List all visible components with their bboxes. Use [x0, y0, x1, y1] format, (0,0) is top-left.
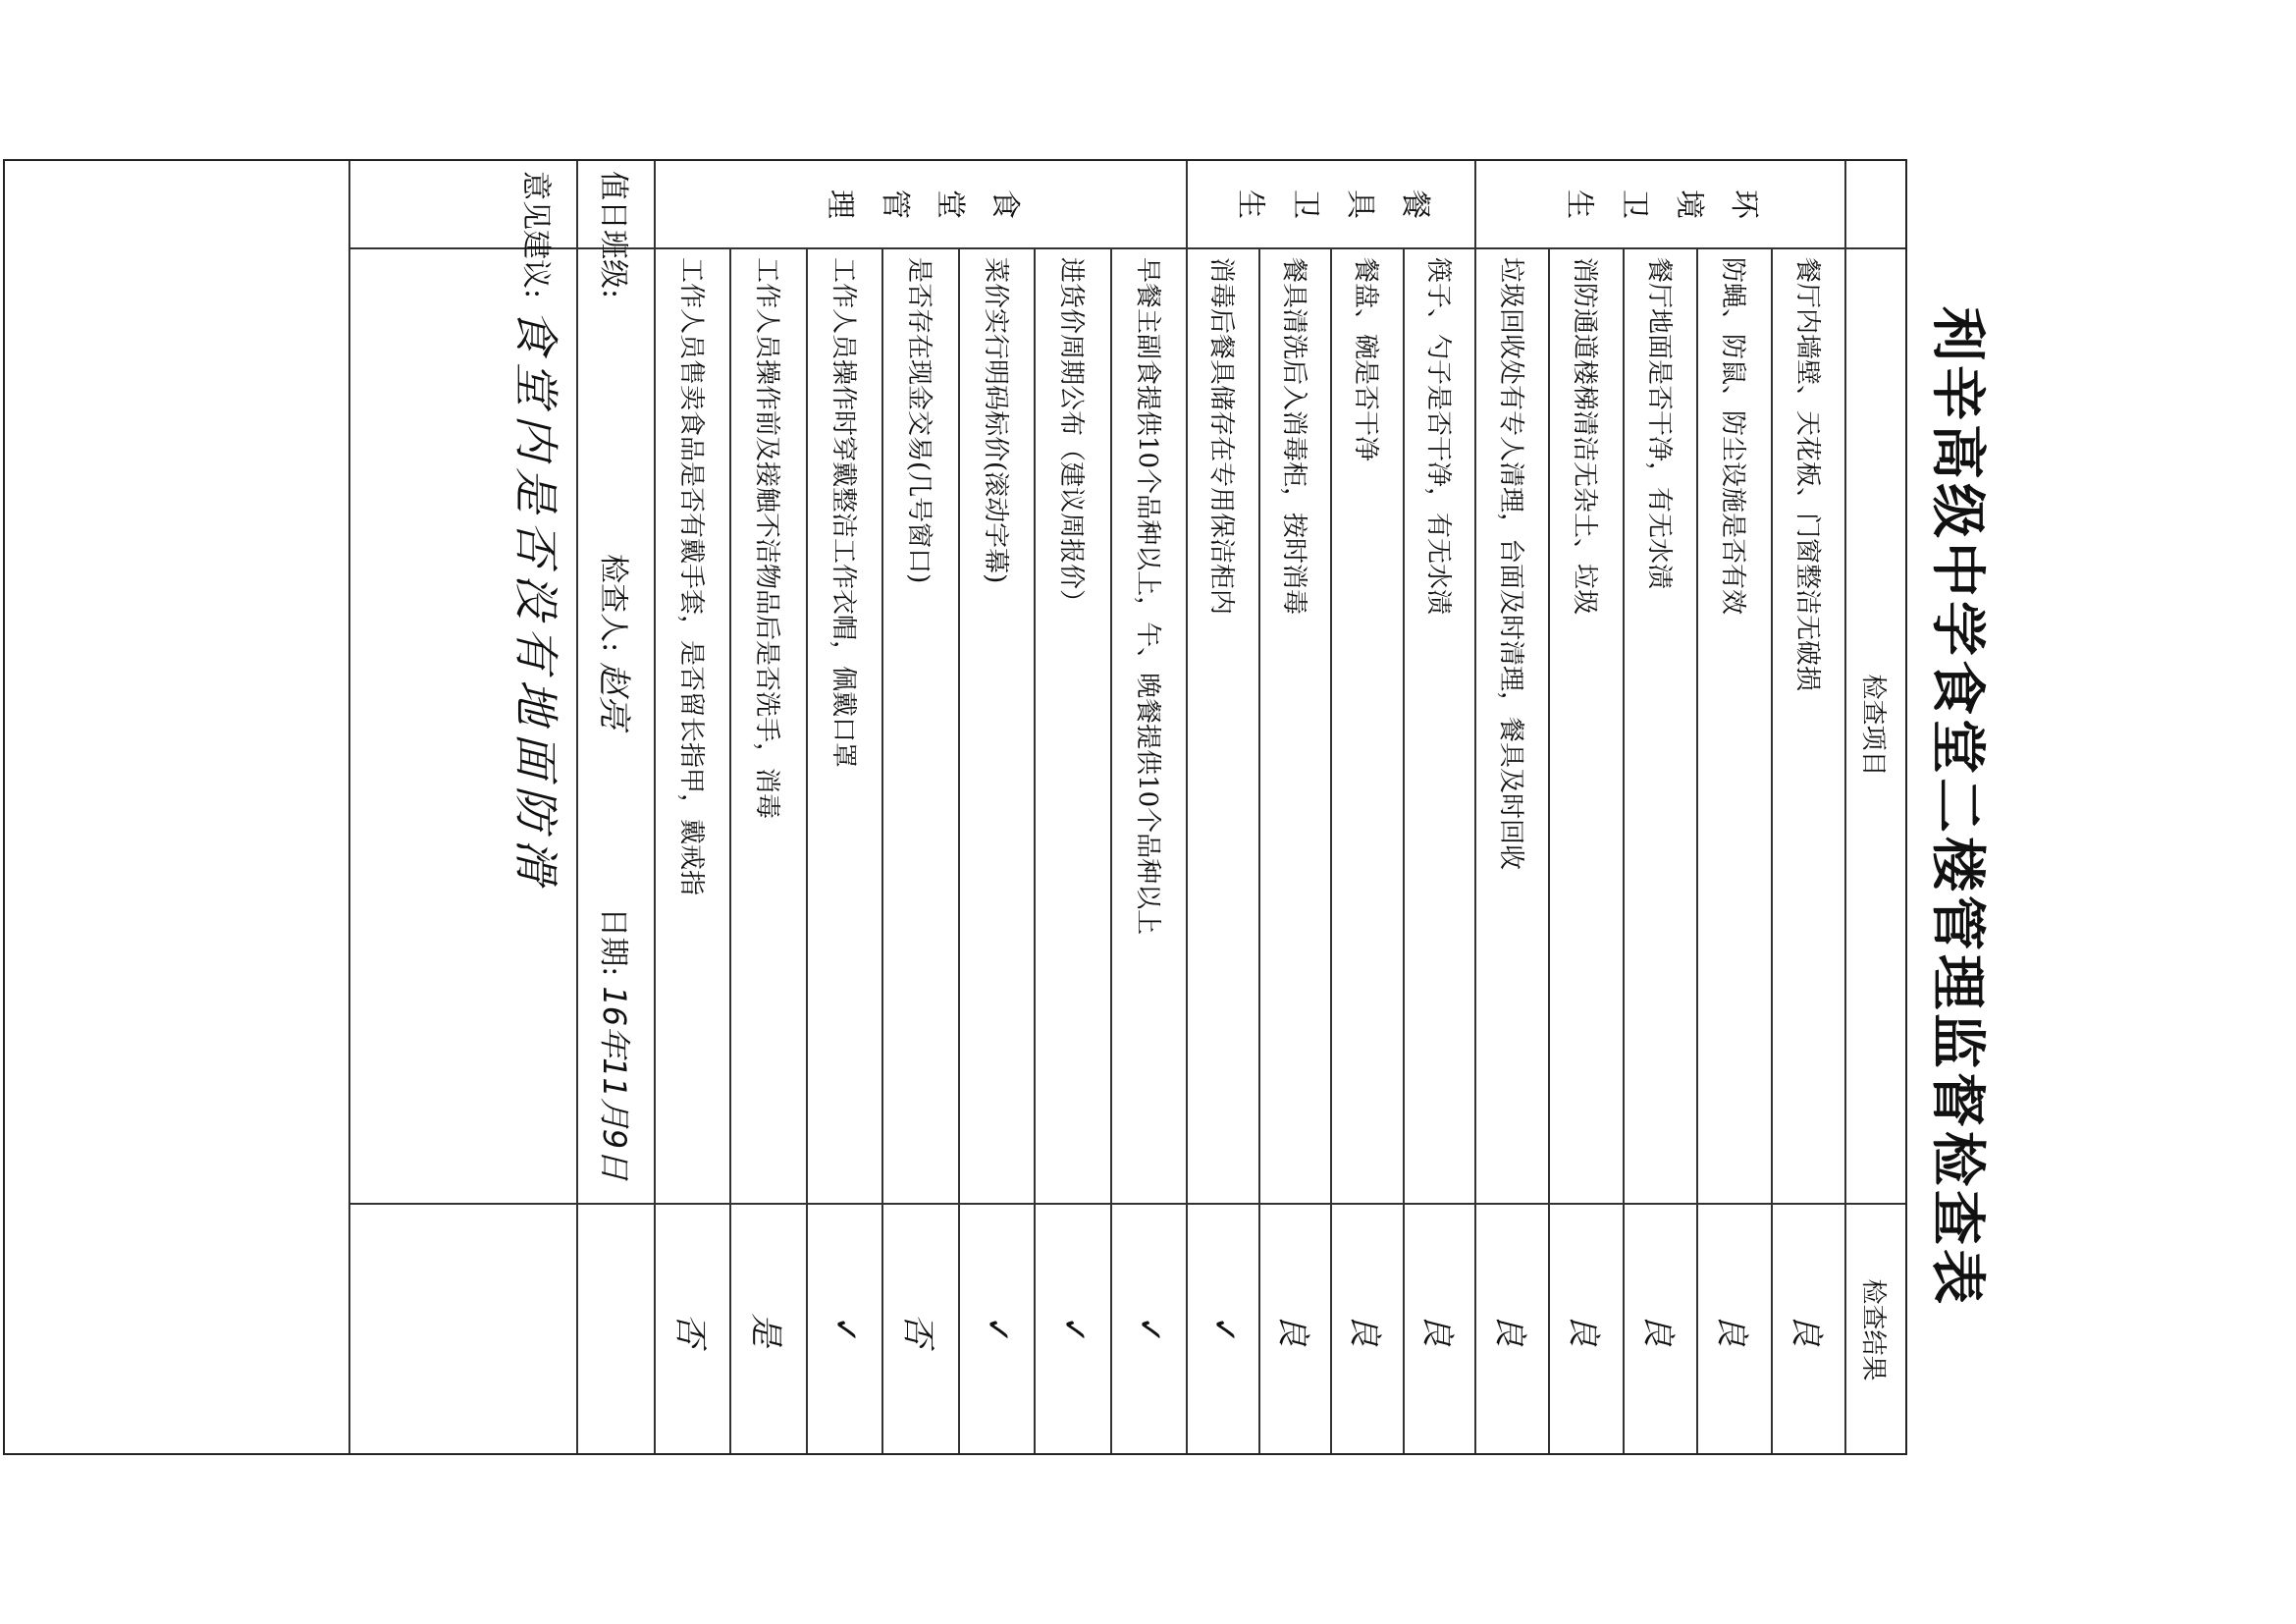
result-mark: 良	[1273, 1313, 1312, 1347]
result-mark: 良	[1564, 1313, 1604, 1347]
duty-class-label: 值日班级:	[596, 171, 631, 299]
inspector-value: 赵亮	[594, 662, 633, 730]
item-text: 防蝇、防鼠、防尘设施是否有效	[1718, 257, 1748, 616]
inspection-form	[3, 159, 2015, 1455]
footer-suggestion-row	[500, 161, 578, 1457]
date-value: 16年11月9日	[596, 986, 634, 1181]
header-result-col: 检查结果	[1858, 1278, 1889, 1381]
result-mark: 否	[670, 1313, 710, 1347]
result-mark: 良	[1490, 1313, 1529, 1347]
result-mark: 是	[746, 1313, 786, 1347]
item-text: 菜价实行明码标价(滚动字幕)	[981, 257, 1010, 584]
result-mark: ✓	[1054, 1316, 1094, 1344]
inspection-table	[3, 159, 1907, 1455]
category-environment: 环境卫生	[1562, 189, 1762, 219]
form-title: 利辛高级中学食堂二楼管理监督检查表	[1925, 306, 1990, 1308]
item-text: 是否存在现金交易(几号窗口)	[904, 257, 934, 584]
item-text: 餐盘、碗是否干净	[1351, 257, 1381, 462]
item-text: 餐厅地面是否干净，有无水渍	[1644, 257, 1674, 590]
result-mark: ✓	[1204, 1316, 1244, 1344]
item-text: 消防通道楼梯清洁无杂土、垃圾	[1570, 257, 1600, 616]
result-mark: 良	[1712, 1313, 1752, 1347]
item-text: 餐具清洗后入消毒柜，按时消毒	[1279, 257, 1308, 616]
item-text: 工作人员操作前及接触不洁物品后是否洗手，消毒	[752, 257, 782, 820]
item-text: 餐厅内墙壁、天花板、门窗整洁无破损	[1792, 257, 1822, 692]
category-management: 食堂管理	[823, 189, 1022, 219]
item-text: 进货价周期公布（建议周报价）	[1056, 257, 1087, 616]
result-mark: ✓	[1130, 1316, 1170, 1344]
result-mark: 否	[898, 1313, 938, 1347]
result-mark: 良	[1787, 1313, 1826, 1347]
inspector-label: 检查人:	[596, 554, 631, 653]
item-text: 消毒后餐具储存在专用保洁柜内	[1206, 257, 1237, 616]
item-text: 工作人员售卖食品是否有戴手套，是否留长指甲，戴戒指	[676, 257, 706, 896]
suggestion-label: 意见建议:	[518, 171, 553, 299]
item-text: 早餐主副食提供10个品种以上，午、晚餐提供10个品种以上	[1133, 257, 1162, 936]
header-item-col: 检查项目	[1858, 674, 1889, 777]
footer-info-row	[578, 161, 656, 1457]
footer-divider	[348, 161, 350, 1453]
category-tableware: 餐具卫生	[1233, 189, 1432, 219]
result-mark: ✓	[978, 1316, 1018, 1344]
result-mark: 良	[1345, 1313, 1385, 1347]
item-text: 工作人员操作时穿戴整洁工作衣帽，佩戴口罩	[828, 257, 858, 769]
date-label: 日期:	[596, 907, 631, 977]
result-mark: 良	[1417, 1313, 1457, 1347]
result-mark: ✓	[826, 1316, 866, 1344]
suggestion-value: 食堂内是否没有地面防滑	[509, 308, 562, 893]
item-text: 筷子、勺子是否干净，有无水渍	[1423, 257, 1453, 616]
result-mark: 良	[1638, 1313, 1678, 1347]
item-text: 垃圾回收处有专人清理，台面及时清理，餐具及时回收	[1496, 257, 1525, 871]
